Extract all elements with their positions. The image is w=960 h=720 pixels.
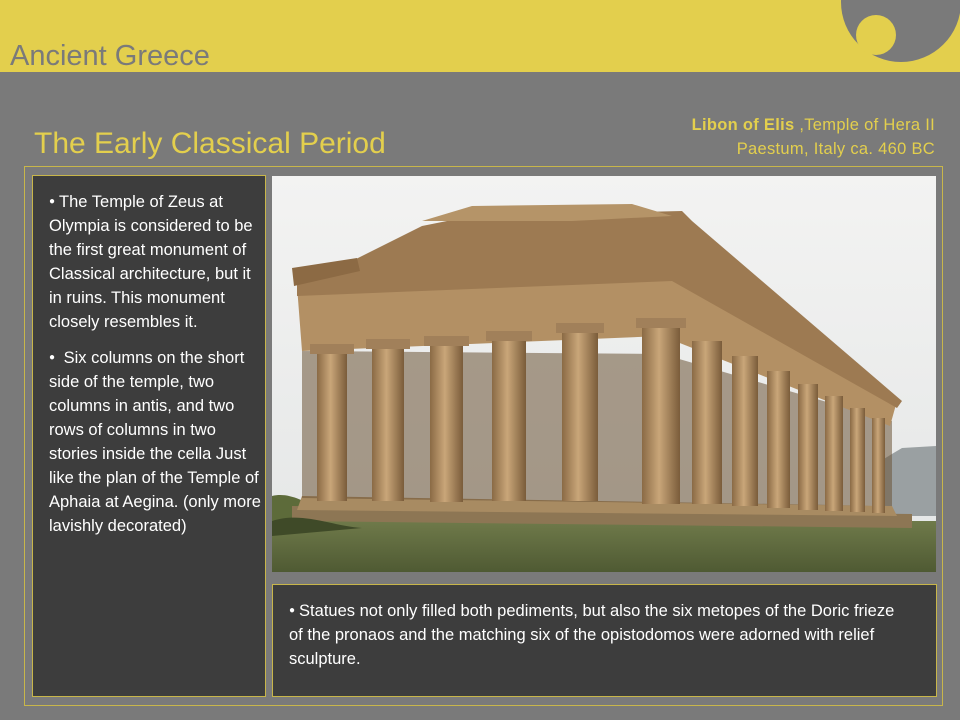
bullet-icon: ●: [289, 605, 296, 616]
bullet-icon: ●: [49, 352, 56, 363]
caption-work: ,Temple of Hera II: [794, 116, 935, 134]
bottom-bullet-1-text: Statues not only filled both pediments, but also the six metopes of the Doric frieze of the pronaos and the matching six of the opistodomos were adorned with relief sculpture.: [289, 602, 895, 668]
left-bullet-1-text: The Temple of Zeus at Olympia is considered to be the first great monument of Classical architecture, but it in ruins. This monument closely resembles it.: [49, 193, 253, 331]
bullet-icon: ●: [49, 196, 56, 207]
caption-line-1: [692, 113, 935, 137]
deck-title: Ancient Greece: [10, 40, 210, 72]
corner-dot-decoration: [856, 15, 896, 55]
temple-photo: [272, 176, 936, 572]
image-caption: [692, 113, 935, 161]
slide-title: The Early Classical Period: [34, 127, 386, 160]
left-bullet-1: [49, 190, 261, 334]
left-bullet-2: [49, 346, 261, 538]
left-bullet-2-text: Six columns on the short side of the temple, two columns in antis, and two rows of columns in two stories inside the cella Just like the plan of the Temple of Aphaia at Aegina. (only more lavishly decorated): [49, 349, 261, 535]
bottom-bullet-1: [289, 599, 896, 671]
caption-location: Paestum, Italy ca. 460 BC: [736, 140, 935, 158]
temple-illustration: [272, 176, 936, 572]
left-text-panel: [32, 175, 266, 697]
bottom-text-panel: [272, 584, 937, 697]
caption-artist: Libon of Elis: [691, 116, 795, 134]
